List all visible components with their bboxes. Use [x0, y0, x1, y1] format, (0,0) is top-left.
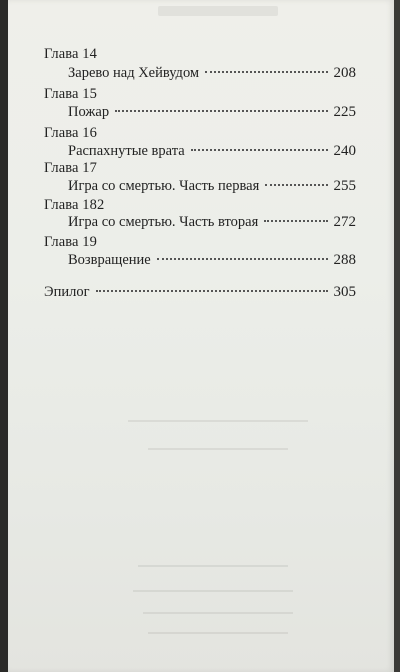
dot-leader [157, 258, 328, 260]
chapter-title: Пожар [68, 104, 110, 120]
bleed-through-line [138, 565, 288, 567]
toc-entry[interactable] [68, 252, 356, 269]
chapter-label: Глава 16 [44, 125, 97, 141]
page-number: 305 [333, 284, 356, 300]
bleed-through-text [158, 6, 278, 16]
toc-entry[interactable] [68, 104, 356, 121]
page-number: 225 [333, 104, 356, 120]
page-edge [394, 0, 400, 672]
toc-entry[interactable] [68, 65, 356, 82]
dot-leader [205, 71, 327, 73]
chapter-title: Возвращение [68, 252, 151, 268]
chapter-label: Глава 19 [44, 234, 97, 250]
bleed-through-line [148, 632, 288, 634]
chapter-label: Глава 14 [44, 46, 97, 62]
page-number: 255 [333, 178, 356, 194]
chapter-title: Распахнутые врата [68, 143, 185, 159]
toc-entry[interactable] [68, 214, 356, 231]
dot-leader [264, 220, 327, 222]
toc-entry[interactable] [68, 178, 356, 195]
page-number: 208 [333, 65, 356, 81]
chapter-title: Игра со смертью. Часть первая [68, 178, 260, 194]
bleed-through-line [148, 448, 288, 450]
epilogue-title: Эпилог [44, 284, 90, 300]
dot-leader [265, 184, 327, 186]
chapter-label: Глава 182 [44, 197, 105, 213]
chapter-label: Глава 15 [44, 86, 97, 102]
bleed-through-line [133, 590, 293, 592]
bleed-through-line [143, 612, 293, 614]
chapter-label: Глава 17 [44, 160, 97, 176]
bleed-through-line [128, 420, 308, 422]
dot-leader [191, 149, 328, 151]
chapter-title: Зарево над Хейвудом [68, 65, 200, 81]
page-number: 240 [333, 143, 356, 159]
chapter-title: Игра со смертью. Часть вторая [68, 214, 259, 230]
book-page [8, 0, 394, 672]
page-number: 288 [333, 252, 356, 268]
toc-entry-epilogue[interactable] [44, 284, 356, 301]
dot-leader [115, 110, 327, 112]
page-number: 272 [333, 214, 356, 230]
dot-leader [96, 290, 328, 292]
toc-entry[interactable] [68, 143, 356, 160]
